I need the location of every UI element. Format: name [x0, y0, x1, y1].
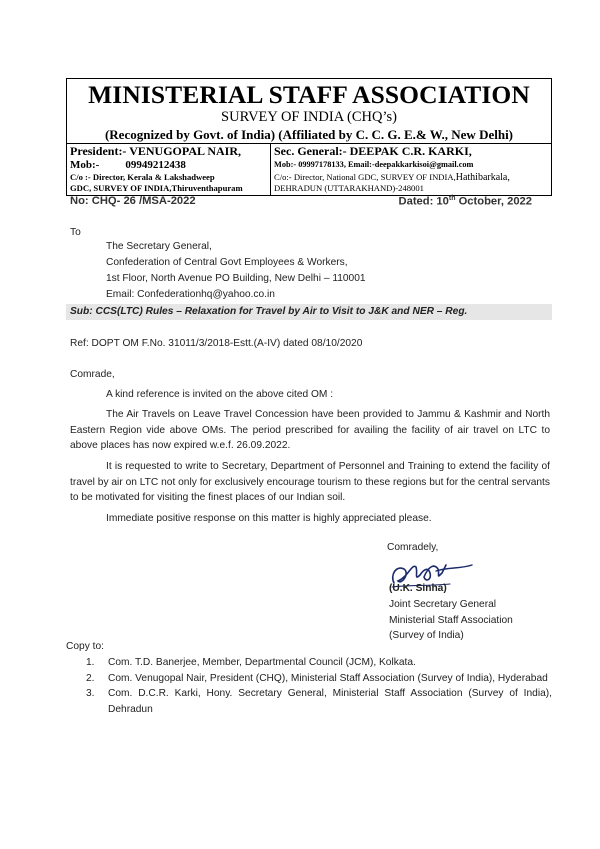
- recipient-line: 1st Floor, North Avenue PO Building, New Delhi – 110001: [106, 273, 366, 284]
- recipient-line: Confederation of Central Govt Employees & Workers,: [106, 257, 348, 268]
- copy-to-list: [86, 655, 552, 717]
- recipient-address: [106, 239, 366, 303]
- secretary-name: Sec. General:- DEEPAK C.R. KARKI,: [274, 144, 472, 158]
- reference-text: Ref: DOPT OM F.No. 31011/3/2018-Estt.(A-IV) dated 08/10/2020: [70, 338, 363, 349]
- secretary-contact: Mob:- 09997178133, Email:-deepakkarkisoi@gmail.com: [274, 160, 474, 169]
- president-address-line2: GDC, SURVEY OF INDIA,Thiruventhapuram: [70, 183, 243, 193]
- recipient-email: Email: Confederationhq@yahoo.co.in: [106, 289, 275, 300]
- letterhead: [66, 78, 552, 196]
- secretary-address-line2: DEHRADUN (UTTARAKHAND)-248001: [274, 183, 424, 193]
- office-bearers-row: [67, 144, 551, 195]
- designation-line: Ministerial Staff Association: [389, 614, 513, 626]
- letter-date: Dated: 10th October, 2022: [398, 195, 532, 208]
- president-block: [67, 144, 271, 195]
- salutation: Comrade,: [70, 369, 115, 380]
- paragraph: A kind reference is invited on the above cited OM :: [106, 389, 334, 400]
- subject-line: Sub: CCS(LTC) Rules – Relaxation for Travel by Air to Visit to J&K and NER – Reg.: [66, 304, 552, 320]
- secretary-address-line1: C/o:- Director, National GDC, SURVEY OF INDIA,Hathibarkala,: [274, 172, 510, 183]
- paragraph: It is requested to write to Secretary, Department of Personnel and Training to extend the facility of travel by air on LTC not only for exclusively encourage tourism to these regions but for the central servants to be motivated for visiting the finest places of our Indian soil.: [70, 461, 550, 503]
- sign-off: Comradely,: [387, 542, 439, 553]
- president-name: President:- VENUGOPAL NAIR,: [70, 144, 241, 158]
- recipient-line: The Secretary General,: [106, 241, 212, 252]
- letter-number: No: CHQ- 26 /MSA-2022: [70, 195, 196, 207]
- president-address-line1: C/o :- Director, Kerala & Lakshadweep: [70, 172, 215, 182]
- paragraph: The Air Travels on Leave Travel Concession have been provided to Jammu & Kashmir and North Eastern Region vide above OMs. The period prescribed for availing the facility of air travel on LTC to above places has now expired w.e.f. 26.09.2022.: [70, 409, 550, 451]
- list-item: 2. Com. Venugopal Nair, President (CHQ), Ministerial Staff Association (Survey of India), Hyderabad: [86, 672, 548, 684]
- president-mobile-number: 09949212438: [125, 159, 186, 171]
- designation-line: (Survey of India): [389, 630, 464, 641]
- list-item: 1. Com. T.D. Banerjee, Member, Departmental Council (JCM), Kolkata.: [86, 657, 416, 668]
- president-mobile-label: Mob:-: [70, 159, 100, 171]
- president-mobile: [70, 158, 267, 172]
- reference-line: [70, 195, 532, 207]
- to-label: To: [70, 227, 81, 238]
- designation-line: Joint Secretary General: [389, 599, 497, 610]
- association-subtitle: SURVEY OF INDIA (CHQ’s): [221, 109, 397, 125]
- secretary-block: [271, 144, 551, 195]
- signatory-name: (U.K. Sinha): [389, 583, 447, 594]
- paragraph: Immediate positive response on this matter is highly appreciated please.: [106, 513, 432, 524]
- recognition-line: (Recognized by Govt. of India) (Affiliated by C. C. G. E.& W., New Delhi): [67, 126, 551, 144]
- copy-to-label: Copy to:: [66, 641, 104, 652]
- closing: [387, 540, 438, 556]
- association-title: MINISTERIAL STAFF ASSOCIATION: [88, 80, 530, 109]
- list-item: 3. Com. D.C.R. Karki, Hony. Secretary General, Ministerial Staff Association (Survey of India), Dehradun: [86, 688, 552, 715]
- signatory-designation: [389, 597, 513, 644]
